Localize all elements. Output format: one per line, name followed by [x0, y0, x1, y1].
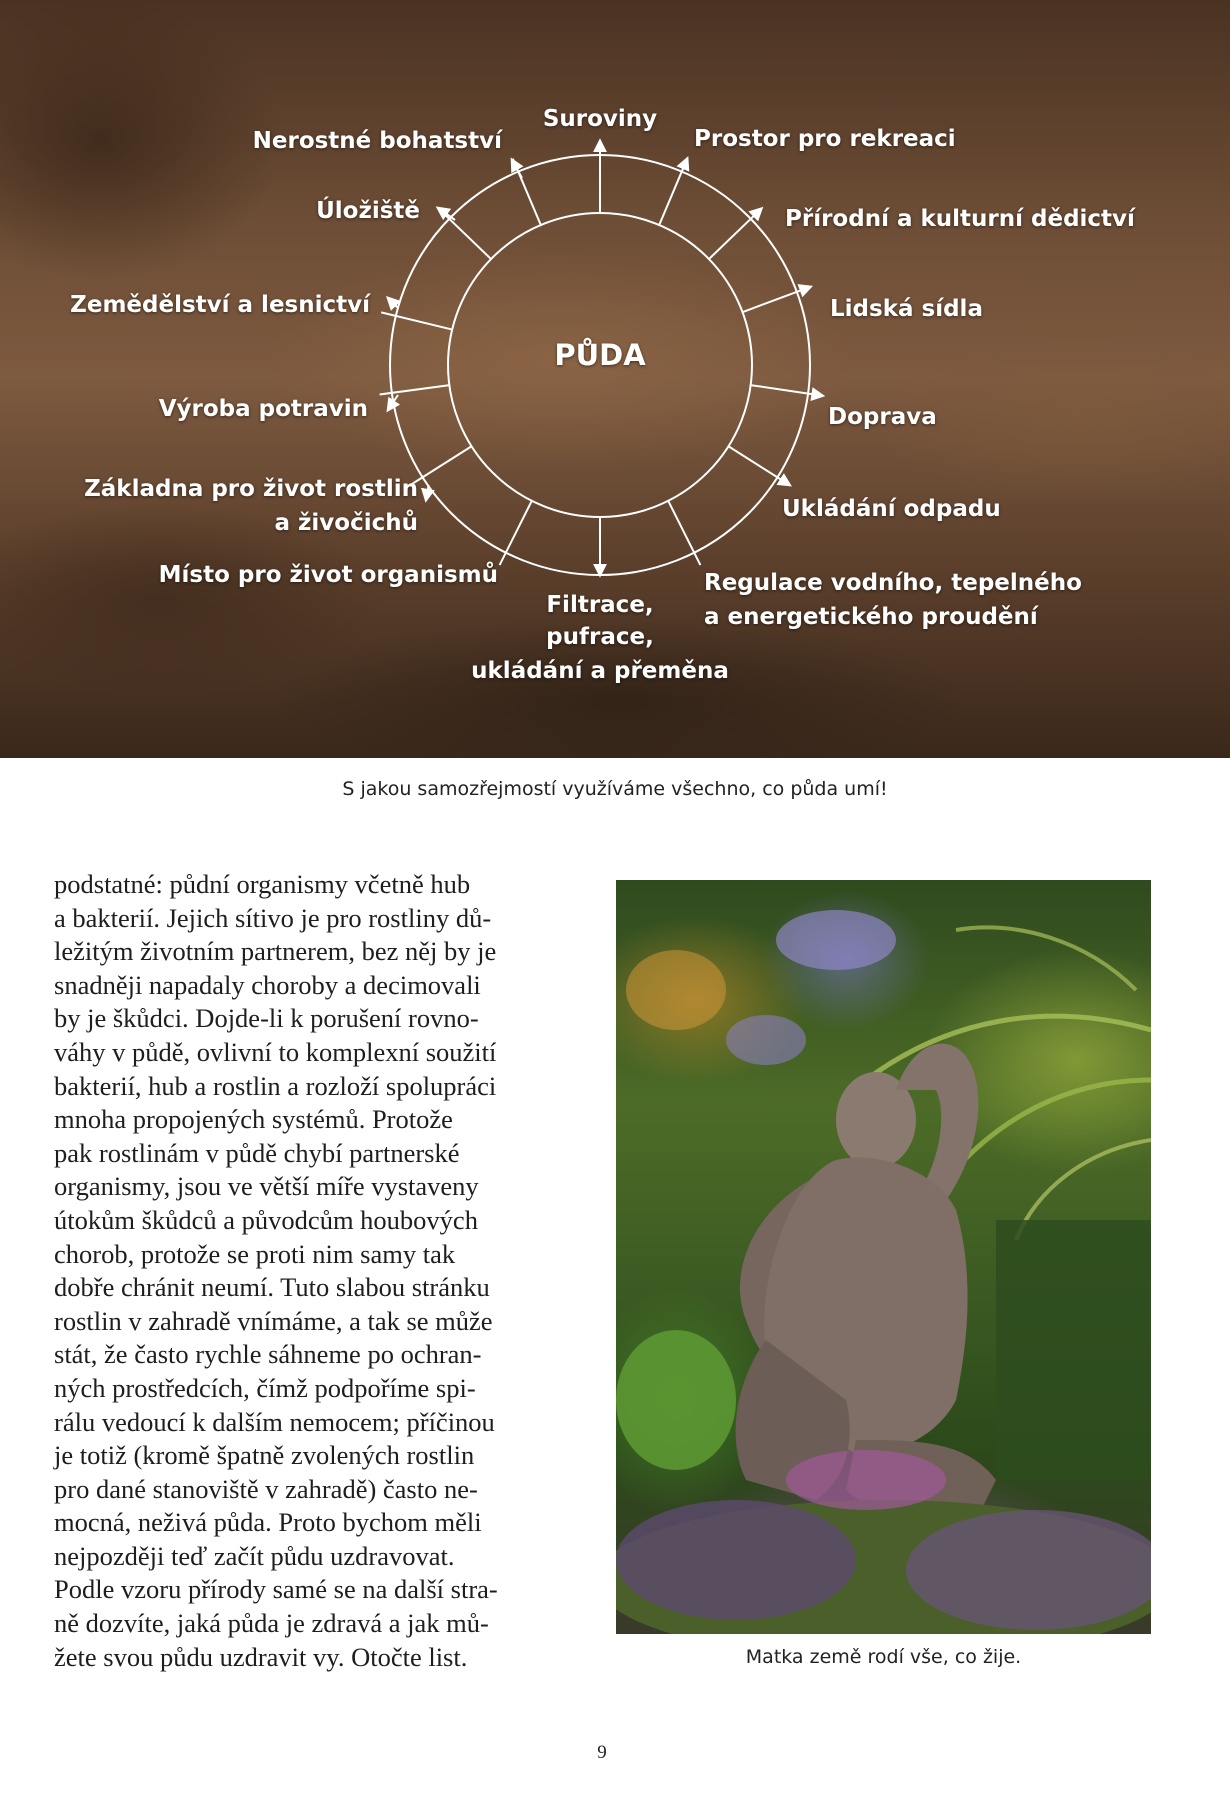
label-nerostne-bohatstvi: Nerostné bohatství: [252, 128, 502, 154]
body-text-line: podstatné: půdní organismy včetně hub: [54, 869, 471, 899]
body-text-line: by je škůdci. Dojde-li k porušení rovno-: [54, 1003, 479, 1034]
body-text-line: mnoha propojených systémů. Protože: [54, 1104, 453, 1135]
soil-hero-image: [0, 0, 1230, 758]
body-text-line: Podle vzoru přírody samé se na další stra-: [54, 1574, 498, 1605]
label-uloziste: Úložiště: [316, 198, 420, 224]
body-text-line: váhy v půdě, ovlivní to komplexní soužití: [54, 1036, 497, 1067]
body-text-line: organismy, jsou ve větší míře vystaveny: [54, 1171, 479, 1202]
body-text-line: chorob, protože se proti nim samy tak: [54, 1238, 456, 1269]
label-filtrace-line3: ukládání a přeměna: [471, 658, 729, 684]
label-zakladna-line2: a živočichů: [274, 510, 418, 536]
body-text-line: a bakterií. Jejich sítivo je pro rostliny dů-: [54, 902, 492, 933]
label-misto-pro-zivot: Místo pro život organismů: [158, 562, 498, 588]
body-text-line: rostlin v zahradě vnímáme, a tak se může: [54, 1305, 493, 1336]
body-text-line: rálu vedoucí k dalším nemocem; příčinou: [54, 1406, 495, 1437]
background-blossoms: [626, 910, 896, 1065]
label-vyroba-potravin: Výroba potravin: [158, 396, 368, 422]
label-ukladani-odpadu: Ukládání odpadu: [782, 496, 1001, 522]
label-suroviny: Suroviny: [542, 106, 658, 132]
body-text-line: pak rostlinám v půdě chybí partnerské: [54, 1137, 460, 1168]
page-number: 9: [597, 1742, 607, 1763]
diagram-caption: S jakou samozřejmostí využíváme všechno, co půda umí!: [342, 778, 888, 800]
label-zemedelstvi: Zemědělství a lesnictví: [70, 292, 370, 318]
label-lidska-sidla: Lidská sídla: [830, 296, 983, 322]
body-text-line: pro dané stanoviště v zahradě) často ne-: [54, 1473, 478, 1504]
body-text-line: snadněji napadaly choroby a decimovali: [54, 969, 481, 1000]
statue: [736, 1044, 996, 1520]
body-text-line: útokům škůdců a původcům houbových: [54, 1204, 478, 1235]
body-text-line: ležitým životním partnerem, bez něj by je: [54, 936, 497, 967]
statue-garden-photo: [616, 880, 1151, 1634]
label-regulace-line2: a energetického proudění: [704, 604, 1038, 630]
label-filtrace-line2: pufrace,: [546, 624, 654, 650]
body-text-line: žete svou půdu uzdravit vy. Otočte list.: [54, 1641, 468, 1672]
body-text: [54, 868, 554, 1674]
body-text-line: stát, že často rychle sáhneme po ochran-: [54, 1339, 482, 1370]
body-text-line: nejpozději teď začít půdu uzdravovat.: [54, 1540, 455, 1571]
body-text-line: je totiž (kromě špatně zvolených rostlin: [54, 1440, 475, 1471]
body-text-line: ných prostředcích, čímž podpoříme spi-: [54, 1372, 476, 1403]
label-prirodni-dedictvi: Přírodní a kulturní dědictví: [785, 206, 1135, 232]
label-filtrace-line1: Filtrace,: [546, 592, 654, 618]
body-text-line: mocná, neživá půda. Proto bychom měli: [54, 1507, 482, 1538]
photo-caption: Matka země rodí vše, co žije.: [745, 1646, 1022, 1668]
body-text-line: dobře chránit neumí. Tuto slabou stránku: [54, 1272, 490, 1303]
label-prostor-pro-rekreaci: Prostor pro rekreaci: [694, 126, 956, 152]
label-zakladna-line1: Základna pro život rostlin: [84, 476, 418, 502]
label-doprava: Doprava: [828, 404, 937, 430]
label-regulace-line1: Regulace vodního, tepelného: [704, 570, 1082, 596]
hedge: [996, 1220, 1151, 1480]
diagram-center-label: PŮDA: [554, 338, 646, 372]
body-text-line: bakterií, hub a rostlin a rozloží spolupráci: [54, 1070, 497, 1101]
body-text-line: ně dozvíte, jaká půda je zdravá a jak mů-: [54, 1608, 489, 1639]
